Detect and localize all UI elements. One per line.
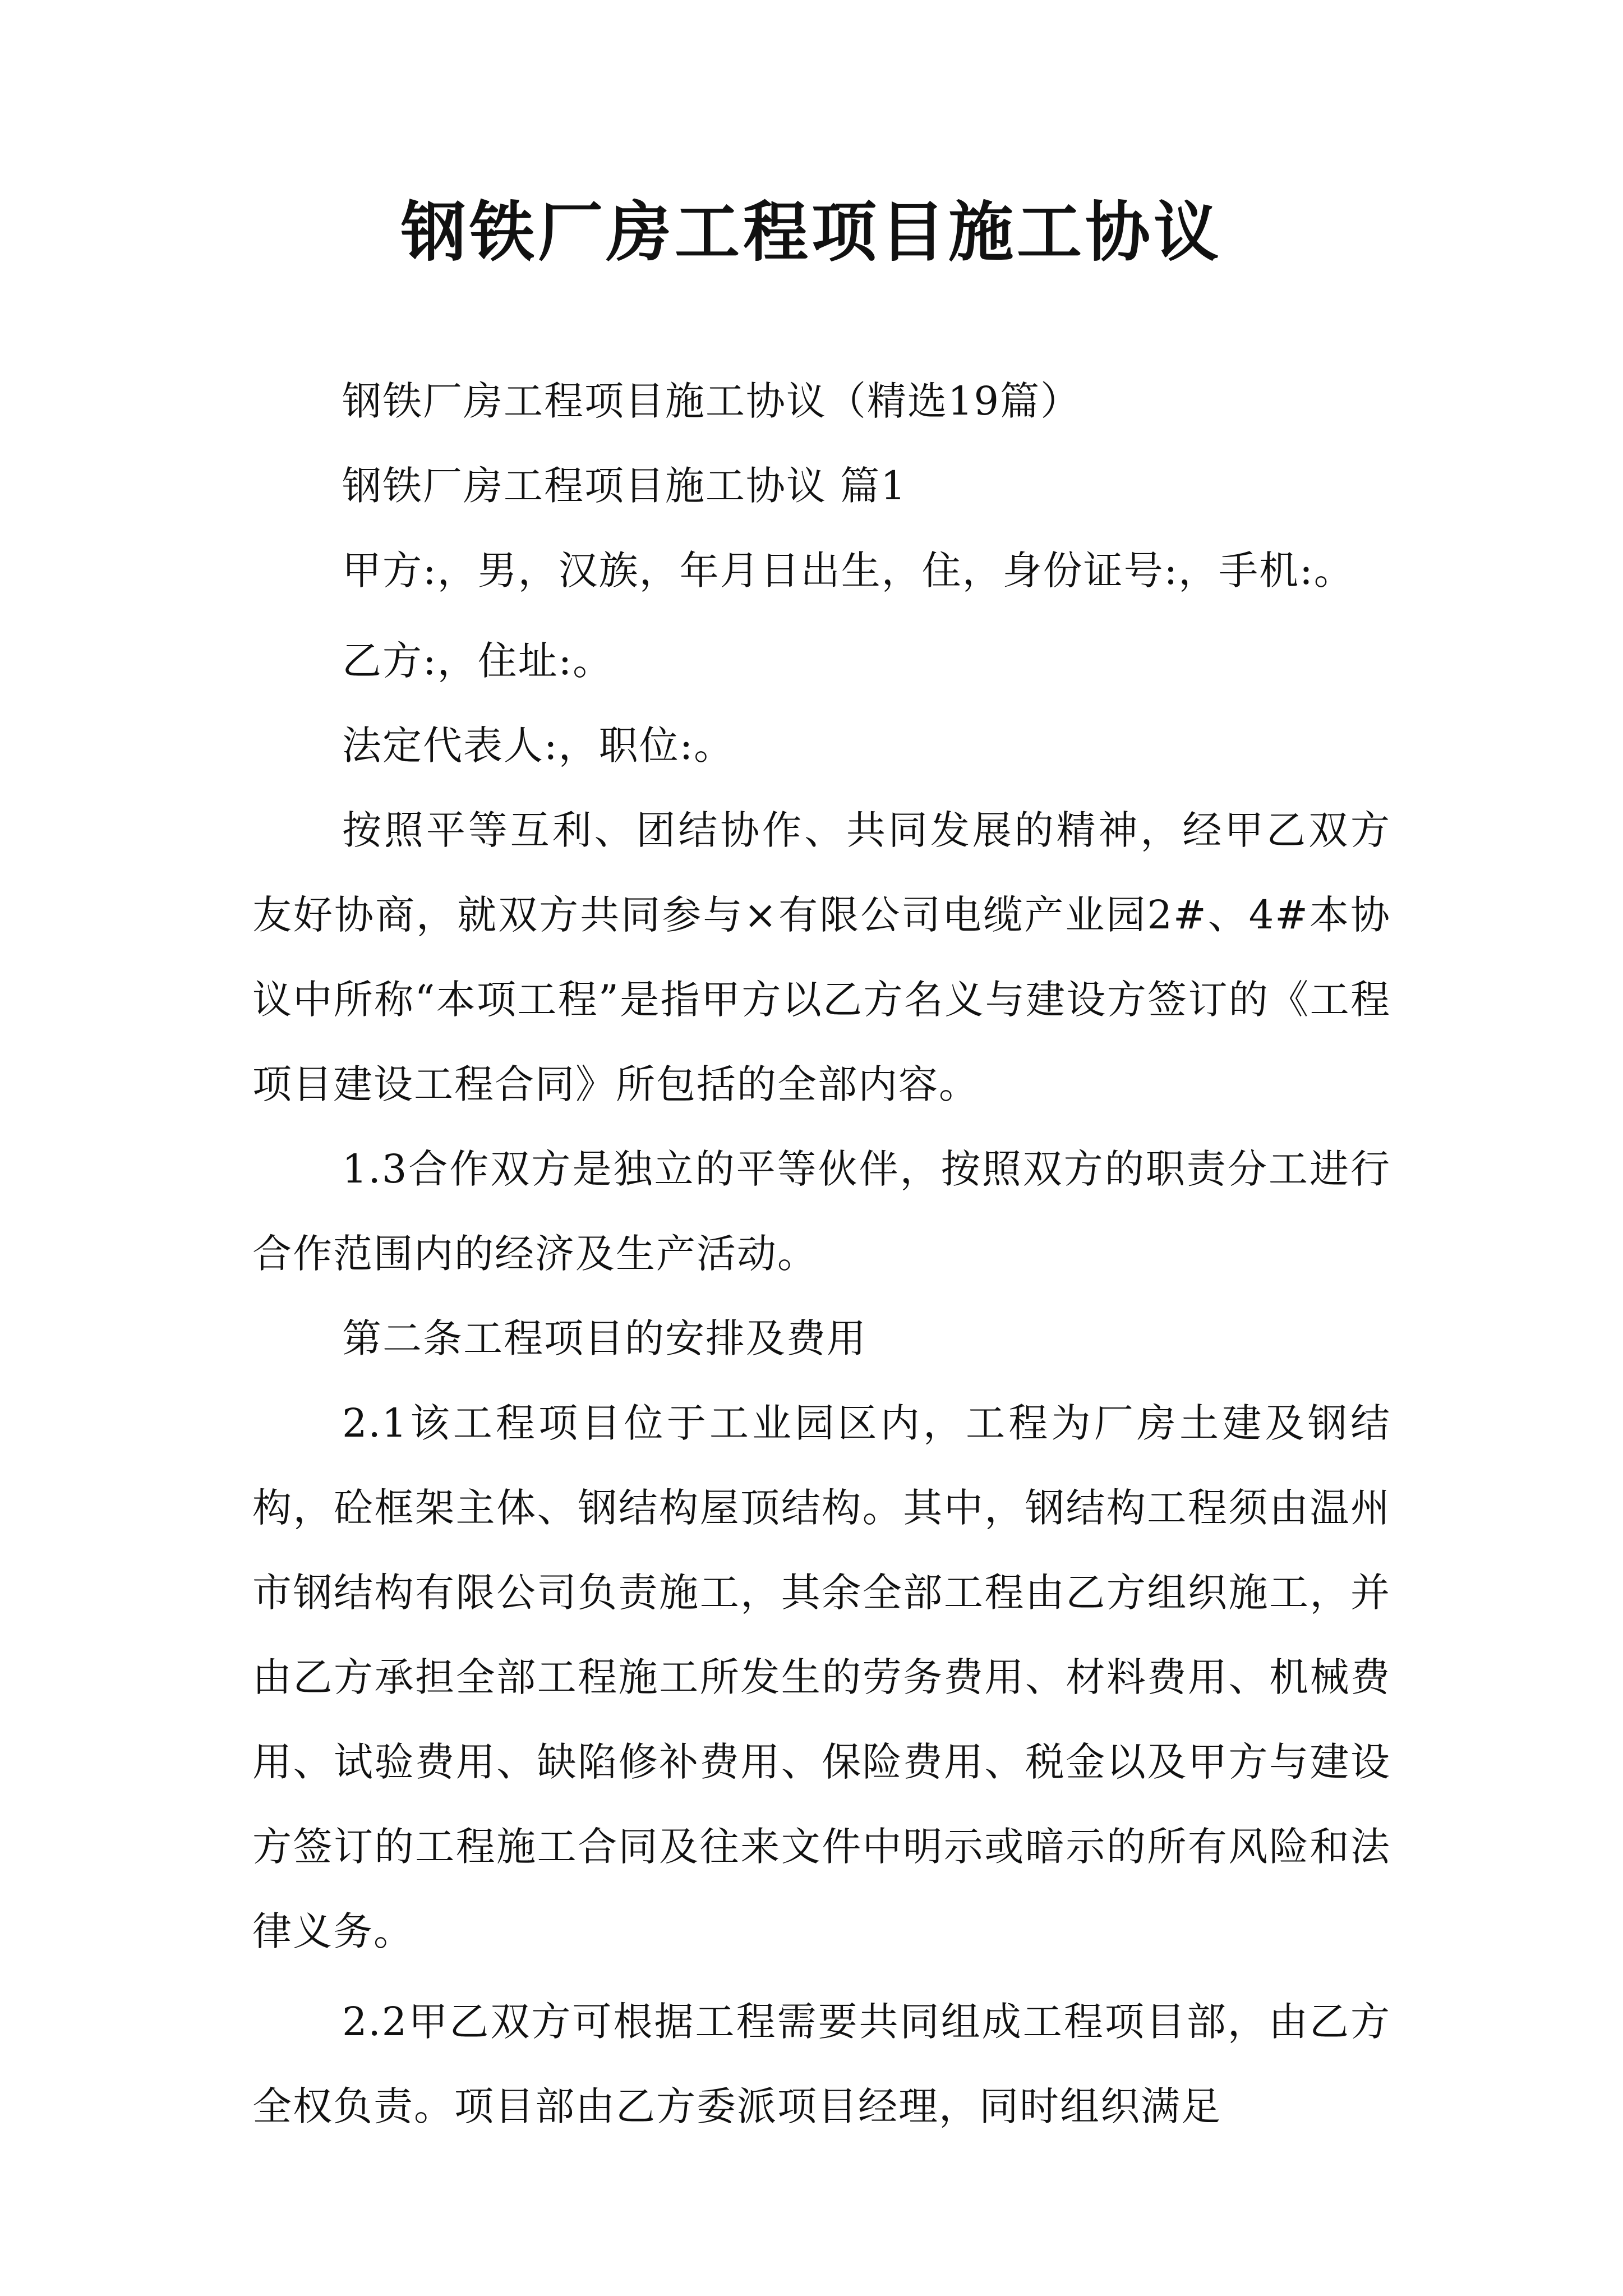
clause-1-3-paragraph: 1.3合作双方是独立的平等伙伴，按照双方的职责分工进行合作范围内的经济及生产活动。	[252, 1146, 1391, 1277]
document-title: 钢铁厂房工程项目施工协议	[401, 195, 1222, 270]
clause-2-2-paragraph: 2.2甲乙双方可根据工程需要共同组成工程项目部，由乙方全权负责。项目部由乙方委派项目经理，同时组织满足	[252, 1999, 1391, 2129]
legal-representative-paragraph: 法定代表人:，职位:。	[342, 723, 735, 769]
article-2-heading: 第二条工程项目的安排及费用	[342, 1315, 867, 1361]
clause-2-1-paragraph: 2.1该工程项目位于工业园区内，工程为厂房土建及钢结构，砼框架主体、钢结构屋顶结构。其中，钢结构工程须由温州市钢结构有限公司负责施工，其余全部工程由乙方组织施工，并由乙方承担全部工程施工所发生的劳务费用、材料费用、机械费用、试验费用、缺陷修补费用、保险费用、税金以及甲方与建设方签订的工程施工合同及往来文件中明示或暗示的所有风险和法律义务。	[252, 1400, 1391, 1954]
subtitle-paragraph: 钢铁厂房工程项目施工协议（精选19篇）	[342, 378, 1081, 424]
section-heading-paragraph: 钢铁厂房工程项目施工协议 篇1	[342, 463, 907, 509]
party-b-paragraph: 乙方:，住址:。	[342, 638, 614, 684]
party-a-paragraph: 甲方:，男，汉族，年月日出生，住，身份证号:，手机:。	[342, 547, 1354, 593]
preamble-paragraph: 按照平等互利、团结协作、共同发展的精神，经甲乙双方友好协商，就双方共同参与×有限公司电缆产业园2#、4#本协议中所称“本项工程”是指甲方以乙方名义与建设方签订的《工程项目建设工程合同》所包括的全部内容。	[252, 807, 1391, 1107]
document-body	[252, 359, 1391, 2149]
